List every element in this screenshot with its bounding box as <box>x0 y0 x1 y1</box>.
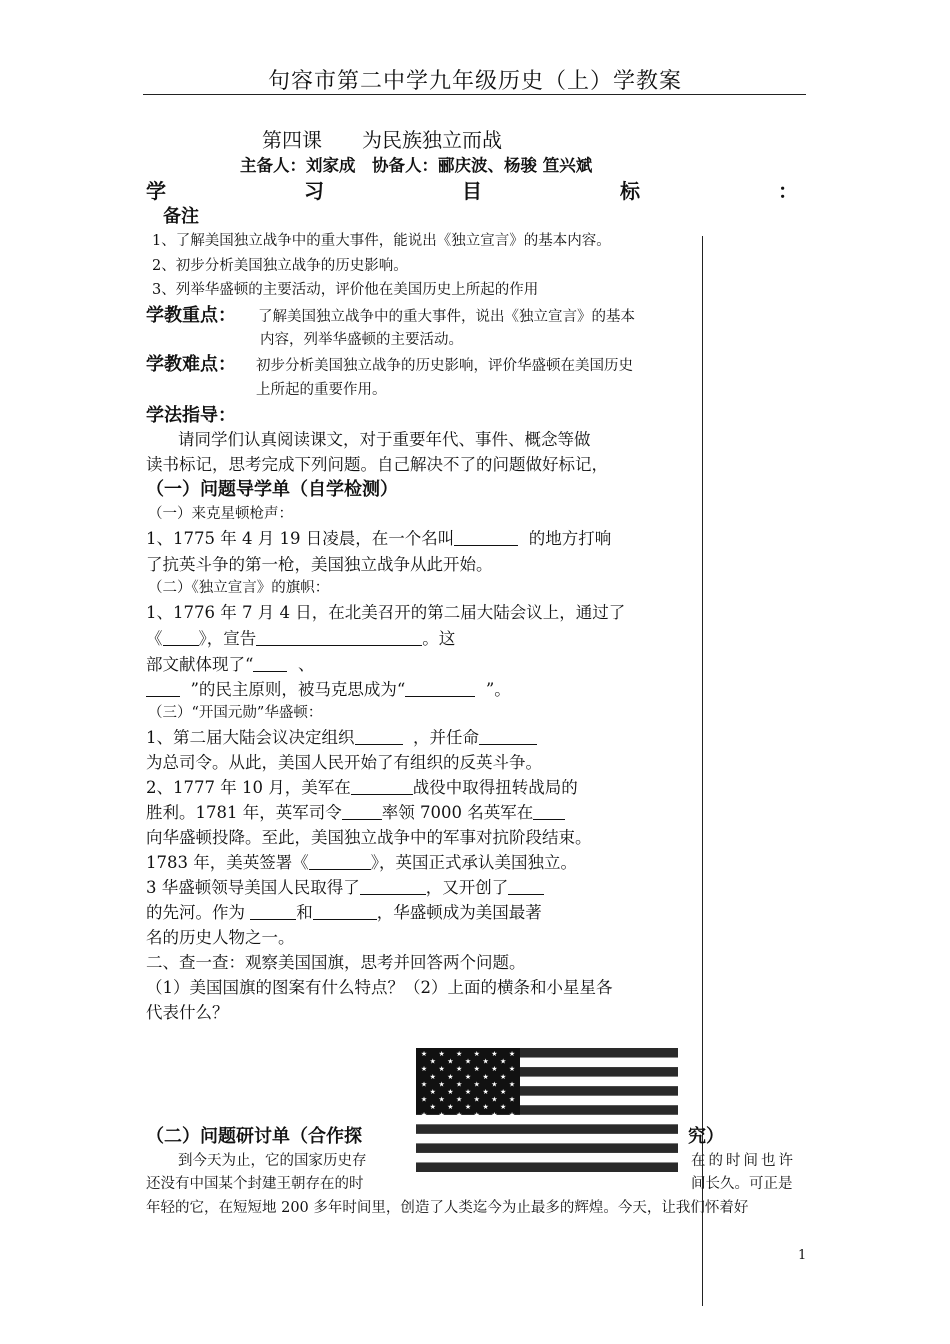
goal-item: 2、初步分析美国独立战争的历史影响。 <box>152 258 408 274</box>
flag-star: ★ <box>464 1103 472 1112</box>
subsection-title: （二）《独立宣言》的旗帜： <box>148 580 330 596</box>
flag-star: ★ <box>447 1072 454 1081</box>
flag-star: ★ <box>456 1110 463 1119</box>
preparers-line: 主备人：刘家成 协备人：郦庆波、杨骏 笪兴斌 <box>240 156 593 175</box>
flag-star: ★ <box>420 1095 428 1104</box>
question-line <box>146 525 611 549</box>
difficulties-text: 上所起的重要作用。 <box>256 382 387 398</box>
question-text: 的地方打响 <box>528 529 612 548</box>
question-text: 和 <box>296 903 313 922</box>
paragraph-text: 间长久。可正是 <box>691 1176 793 1192</box>
question-text: 战役中取得扭转战局的 <box>412 778 578 797</box>
flag-star: ★ <box>500 1072 507 1081</box>
answer-blank[interactable] <box>508 878 544 895</box>
key-points-label: 学教重点： <box>146 305 236 326</box>
question-text: 胜利。1781 年，英军司令 <box>146 803 342 822</box>
notes-label: 备注 <box>163 206 199 227</box>
us-flag-icon <box>416 1048 678 1172</box>
answer-blank[interactable] <box>146 680 180 697</box>
question-text: 部文献体现了“ <box>146 655 254 674</box>
answer-blank[interactable] <box>533 803 565 820</box>
question-text: 》，宣告 <box>198 629 257 648</box>
flag-star: ★ <box>508 1065 516 1074</box>
flag-star: ★ <box>438 1110 445 1119</box>
method-text: 请同学们认真阅读课文，对于重要年代、事件、概念等做 <box>178 430 591 449</box>
question-text: 的先河。作为 <box>146 903 245 922</box>
difficulties-text: 初步分析美国独立战争的历史影响，评价华盛顿在美国历史 <box>256 358 633 374</box>
flag-stripe <box>416 1143 678 1153</box>
flag-star: ★ <box>438 1065 445 1074</box>
goal-heading-char: ： <box>778 179 798 203</box>
flag-star: ★ <box>473 1110 480 1119</box>
flag-star: ★ <box>456 1095 463 1104</box>
flag-star: ★ <box>473 1080 480 1089</box>
question-line: 向华盛顿投降。至此，美国独立战争中的军事对抗阶段结束。 <box>146 828 592 847</box>
question-text: 、 <box>297 655 315 674</box>
question-text: 3 华盛顿领导美国人民取得了 <box>146 878 360 897</box>
flag-star: ★ <box>508 1050 516 1058</box>
method-text: 读书标记，思考完成下列问题。自己解决不了的问题做好标记， <box>146 455 608 474</box>
answer-blank[interactable] <box>253 655 287 672</box>
answer-blank[interactable] <box>405 680 475 697</box>
learning-goals-heading <box>146 175 798 204</box>
flag-star: ★ <box>464 1072 472 1081</box>
question-text: ，华盛顿成为美国最著 <box>376 903 542 922</box>
goal-item: 1、了解美国独立战争中的重大事件，能说出《独立宣言》的基本内容。 <box>152 233 611 249</box>
flag-star: ★ <box>464 1057 472 1066</box>
flag-stripe <box>416 1124 678 1134</box>
subsection-title: （三）“开国元勋”华盛顿： <box>148 705 323 721</box>
question-line <box>146 676 511 700</box>
flag-star: ★ <box>473 1095 480 1104</box>
flag-star: ★ <box>491 1065 498 1074</box>
answer-blank[interactable] <box>163 629 199 646</box>
flag-star: ★ <box>447 1103 454 1112</box>
paragraph-text: 还没有中国某个封建王朝存在的时 <box>146 1176 364 1192</box>
question-line <box>146 849 577 873</box>
question-text: 1、第二届大陆会议决定组织 <box>146 728 355 747</box>
section2-title-end: 究） <box>688 1126 724 1147</box>
question-line: 二、查一查：观察美国国旗，思考并回答两个问题。 <box>146 953 526 972</box>
question-text: ，又开创了 <box>425 878 509 897</box>
answer-blank[interactable] <box>355 728 403 745</box>
question-line: 代表什么？ <box>146 1003 229 1022</box>
goal-heading-char: 学 <box>146 179 166 203</box>
answer-blank[interactable] <box>309 853 371 870</box>
goal-heading-char: 习 <box>304 179 324 203</box>
lesson-title: 第四课 为民族独立而战 <box>262 128 502 152</box>
answer-blank[interactable] <box>360 878 426 895</box>
question-line: （1）美国国旗的图案有什么特点？（2）上面的横条和小星星各 <box>146 978 613 997</box>
question-text: ，并任命 <box>413 728 479 747</box>
question-text: 率领 7000 名英军在 <box>381 803 534 822</box>
question-text: 。这 <box>422 629 456 648</box>
flag-star: ★ <box>482 1057 489 1066</box>
flag-star: ★ <box>429 1088 436 1096</box>
flag-star: ★ <box>420 1065 428 1074</box>
flag-star: ★ <box>447 1057 454 1066</box>
flag-star: ★ <box>447 1088 454 1096</box>
question-line <box>146 625 455 649</box>
flag-star: ★ <box>429 1057 436 1066</box>
key-points-text: 了解美国独立战争中的重大事件，说出《独立宣言》的基本 <box>258 309 635 325</box>
flag-star: ★ <box>438 1050 445 1058</box>
question-line <box>146 799 565 823</box>
answer-blank[interactable] <box>342 803 382 820</box>
key-points-text: 内容，列举华盛顿的主要活动。 <box>260 332 463 348</box>
page-number: 1 <box>798 1248 807 1263</box>
answer-blank[interactable] <box>256 629 422 646</box>
question-line <box>146 651 314 675</box>
method-label: 学法指导： <box>146 405 236 426</box>
flag-star: ★ <box>473 1050 480 1058</box>
flag-star: ★ <box>456 1065 463 1074</box>
question-text: 1、1775 年 4 月 19 日凌晨，在一个名叫 <box>146 529 455 548</box>
paragraph-text: 在的时间也许 <box>691 1153 796 1169</box>
flag-star: ★ <box>429 1103 436 1112</box>
flag-star: ★ <box>420 1080 428 1089</box>
flag-stripe <box>416 1162 678 1172</box>
question-text: ”。 <box>485 680 511 699</box>
flag-star: ★ <box>491 1080 498 1089</box>
flag-star: ★ <box>429 1072 436 1081</box>
flag-star: ★ <box>464 1088 472 1096</box>
goal-item: 3、列举华盛顿的主要活动，评价他在美国历史上所起的作用 <box>152 282 539 298</box>
flag-star: ★ <box>508 1080 516 1089</box>
flag-star: ★ <box>500 1088 507 1096</box>
flag-star: ★ <box>500 1057 507 1066</box>
answer-blank[interactable] <box>454 529 518 546</box>
paragraph-text: 到今天为止，它的国家历史存 <box>178 1153 367 1169</box>
question-line: 1、1776 年 7 月 4 日，在北美召开的第二届大陆会议上，通过了 <box>146 603 626 622</box>
flag-star: ★ <box>473 1065 480 1074</box>
flag-star: ★ <box>438 1095 445 1104</box>
flag-star: ★ <box>500 1103 507 1112</box>
section2-title: （二）问题研讨单（合作探 <box>146 1126 362 1147</box>
flag-star: ★ <box>420 1050 428 1058</box>
flag-star: ★ <box>508 1110 516 1119</box>
subsection-title: （一）来克星顿枪声： <box>148 506 293 522</box>
difficulties-label: 学教难点： <box>146 354 236 375</box>
flag-star: ★ <box>482 1103 489 1112</box>
question-text: 1783 年，美英签署《 <box>146 853 309 872</box>
flag-star: ★ <box>482 1088 489 1096</box>
question-line <box>146 874 544 898</box>
flag-star: ★ <box>456 1050 463 1058</box>
question-text: 《 <box>146 629 163 648</box>
answer-blank[interactable] <box>250 903 296 920</box>
question-text: ”的民主原则，被马克思成为“ <box>190 680 406 699</box>
question-text: 》，英国正式承认美国独立。 <box>370 853 577 872</box>
question-line <box>146 724 537 748</box>
goal-heading-char: 标 <box>620 179 640 203</box>
flag-star: ★ <box>456 1080 463 1089</box>
flag-star: ★ <box>438 1080 445 1089</box>
question-line: 为总司令。从此，美国人民开始了有组织的反英斗争。 <box>146 753 542 772</box>
question-line: 了抗英斗争的第一枪，美国独立战争从此开始。 <box>146 555 493 574</box>
header-rule <box>143 94 806 95</box>
page-header-title: 句容市第二中学九年级历史（上）学教案 <box>267 69 682 94</box>
answer-blank[interactable] <box>479 728 537 745</box>
question-line: 名的历史人物之一。 <box>146 928 295 947</box>
answer-blank[interactable] <box>313 903 377 920</box>
flag-star: ★ <box>420 1110 428 1119</box>
paragraph-text: 年轻的它，在短短地 200 多年时间里，创造了人类迄今为止最多的辉煌。今天，让我们怀着好 <box>146 1200 749 1216</box>
flag-star: ★ <box>491 1110 498 1119</box>
question-text: 2、1777 年 10 月，美军在 <box>146 778 351 797</box>
question-line <box>146 899 542 923</box>
flag-star: ★ <box>491 1095 498 1104</box>
section1-title: （一）问题导学单（自学检测） <box>146 479 398 500</box>
goal-heading-char: 目 <box>462 179 482 203</box>
flag-star: ★ <box>482 1072 489 1081</box>
flag-star: ★ <box>508 1095 516 1104</box>
question-line <box>146 774 578 798</box>
flag-star: ★ <box>491 1050 498 1058</box>
answer-blank[interactable] <box>351 778 413 795</box>
